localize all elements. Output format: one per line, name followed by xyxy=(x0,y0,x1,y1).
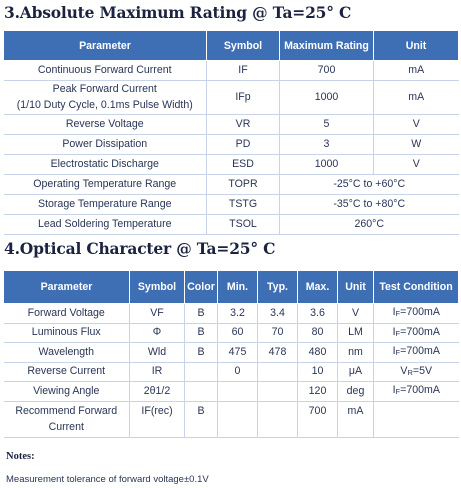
typ-cell: 478 xyxy=(258,343,298,363)
symbol-cell: IF xyxy=(207,61,280,81)
rating-cell: 3 xyxy=(280,135,374,155)
table-row xyxy=(4,362,459,382)
typ-cell: 70 xyxy=(258,323,298,343)
typ-cell xyxy=(258,401,298,437)
condition-value: =700mA xyxy=(400,325,440,338)
max-cell: 10 xyxy=(298,362,338,382)
param-cell: Continuous Forward Current xyxy=(4,61,207,81)
condition-value: =700mA xyxy=(400,345,440,358)
param-cell: Operating Temperature Range xyxy=(4,175,207,195)
unit-cell: V xyxy=(374,115,459,135)
col-header-min: Min. xyxy=(218,271,258,304)
condition-subscript: F xyxy=(395,309,401,319)
max-cell: 480 xyxy=(298,343,338,363)
section-title-absolute-max: 3.Absolute Maximum Rating @ Ta=25° C xyxy=(4,3,352,22)
rating-cell: 5 xyxy=(280,115,374,135)
unit-cell: mA xyxy=(374,81,459,115)
col-header-maximum-rating: Maximum Rating xyxy=(280,31,374,61)
notes-title: Notes: xyxy=(6,451,35,462)
param-subline: (1/10 Duty Cycle, 0.1ms Pulse Width) xyxy=(16,99,193,111)
table-row xyxy=(4,304,459,324)
symbol-cell: VR xyxy=(207,115,280,135)
param-line: Viewing Angle xyxy=(33,384,100,397)
condition-symbol: I xyxy=(392,345,396,358)
unit-cell: V xyxy=(374,155,459,175)
condition-value: =700mA xyxy=(400,384,440,397)
max-cell: 700 xyxy=(298,401,338,437)
min-cell xyxy=(218,401,258,437)
condition-symbol: I xyxy=(392,306,396,319)
min-cell: 0 xyxy=(218,362,258,382)
condition-symbol: I xyxy=(392,325,396,338)
condition-subscript: F xyxy=(395,348,401,358)
symbol-cell: PD xyxy=(207,135,280,155)
condition-value: =700mA xyxy=(400,306,440,319)
symbol-cell: IFp xyxy=(207,81,280,115)
param-line: Reverse Current xyxy=(27,365,106,378)
rating-cell: -25°C to +60°C xyxy=(280,175,459,195)
section-title-optical-character: 4.Optical Character @ Ta=25° C xyxy=(4,239,276,258)
color-cell: B xyxy=(185,304,218,324)
test-condition-cell xyxy=(374,343,459,363)
typ-cell: 3.4 xyxy=(258,304,298,324)
symbol-cell: Φ xyxy=(130,323,185,343)
col-header-parameter: Parameter xyxy=(4,31,207,61)
condition-subscript: F xyxy=(395,387,401,397)
condition-value: =5V xyxy=(412,364,433,377)
unit-cell: μA xyxy=(338,362,374,382)
color-cell: B xyxy=(185,401,218,437)
table-row xyxy=(4,135,459,155)
test-condition-cell xyxy=(374,362,459,382)
test-condition-cell xyxy=(374,401,459,437)
param-cell: Power Dissipation xyxy=(4,135,207,155)
condition-symbol: V xyxy=(400,364,408,377)
param-cell: Electrostatic Discharge xyxy=(4,155,207,175)
param-cell xyxy=(4,81,207,115)
table-row xyxy=(4,195,459,215)
table-row xyxy=(4,343,459,363)
unit-cell: nm xyxy=(338,343,374,363)
col-header-unit: Unit xyxy=(374,31,459,61)
col-header-symbol: Symbol xyxy=(207,31,280,61)
param-line: Peak Forward Current xyxy=(52,83,157,95)
color-cell xyxy=(185,362,218,382)
col-header-color: Color xyxy=(185,271,218,304)
notes-text: Measurement tolerance of forward voltage±0.1V xyxy=(6,474,209,485)
unit-cell: deg xyxy=(338,382,374,402)
table-row xyxy=(4,115,459,135)
condition-subscript: F xyxy=(395,328,401,338)
table-row xyxy=(4,61,459,81)
param-cell: Reverse Voltage xyxy=(4,115,207,135)
color-cell: B xyxy=(185,323,218,343)
max-cell: 3.6 xyxy=(298,304,338,324)
symbol-cell: TOPR xyxy=(207,175,280,195)
optical-character-table xyxy=(3,270,459,438)
param-line: Recommend Forward xyxy=(15,404,118,417)
symbol-cell: Wld xyxy=(130,343,185,363)
symbol-cell: ESD xyxy=(207,155,280,175)
param-cell xyxy=(4,362,130,382)
param-subline: Current xyxy=(48,420,84,433)
col-header-max: Max. xyxy=(298,271,338,304)
symbol-cell: 2θ1/2 xyxy=(130,382,185,402)
min-cell: 475 xyxy=(218,343,258,363)
param-line: Wavelength xyxy=(38,345,95,358)
test-condition-cell xyxy=(374,323,459,343)
condition-subscript: R xyxy=(407,367,413,377)
rating-cell: 700 xyxy=(280,61,374,81)
table-row xyxy=(4,401,459,437)
typ-cell xyxy=(258,382,298,402)
unit-cell: mA xyxy=(374,61,459,81)
rating-cell: 1000 xyxy=(280,155,374,175)
col-header-parameter: Parameter xyxy=(4,271,130,304)
col-header-symbol: Symbol xyxy=(130,271,185,304)
max-cell: 80 xyxy=(298,323,338,343)
col-header-test-condition: Test Condition xyxy=(374,271,459,304)
rating-cell: 1000 xyxy=(280,81,374,115)
param-line: Forward Voltage xyxy=(27,306,105,319)
unit-cell: W xyxy=(374,135,459,155)
symbol-cell: VF xyxy=(130,304,185,324)
col-header-unit: Unit xyxy=(338,271,374,304)
rating-cell: 260°C xyxy=(280,215,459,235)
absolute-max-table xyxy=(3,30,459,235)
min-cell xyxy=(218,382,258,402)
table-row xyxy=(4,155,459,175)
symbol-cell: TSTG xyxy=(207,195,280,215)
param-cell xyxy=(4,343,130,363)
param-cell xyxy=(4,401,130,437)
color-cell: B xyxy=(185,343,218,363)
test-condition-cell xyxy=(374,382,459,402)
symbol-cell: TSOL xyxy=(207,215,280,235)
rating-cell: -35°C to +80°C xyxy=(280,195,459,215)
table-row xyxy=(4,323,459,343)
min-cell: 3.2 xyxy=(218,304,258,324)
col-header-typ: Typ. xyxy=(258,271,298,304)
param-cell xyxy=(4,382,130,402)
param-cell: Lead Soldering Temperature xyxy=(4,215,207,235)
unit-cell: V xyxy=(338,304,374,324)
param-cell: Storage Temperature Range xyxy=(4,195,207,215)
unit-cell: mA xyxy=(338,401,374,437)
min-cell: 60 xyxy=(218,323,258,343)
symbol-cell: IF(rec) xyxy=(130,401,185,437)
param-cell xyxy=(4,323,130,343)
condition-symbol: I xyxy=(392,384,396,397)
param-cell xyxy=(4,304,130,324)
typ-cell xyxy=(258,362,298,382)
max-cell: 120 xyxy=(298,382,338,402)
test-condition-cell xyxy=(374,304,459,324)
symbol-cell: IR xyxy=(130,362,185,382)
table-row xyxy=(4,175,459,195)
param-line: Luminous Flux xyxy=(31,326,101,339)
color-cell xyxy=(185,382,218,402)
table-row xyxy=(4,81,459,115)
table-row xyxy=(4,215,459,235)
table-row xyxy=(4,382,459,402)
unit-cell: LM xyxy=(338,323,374,343)
